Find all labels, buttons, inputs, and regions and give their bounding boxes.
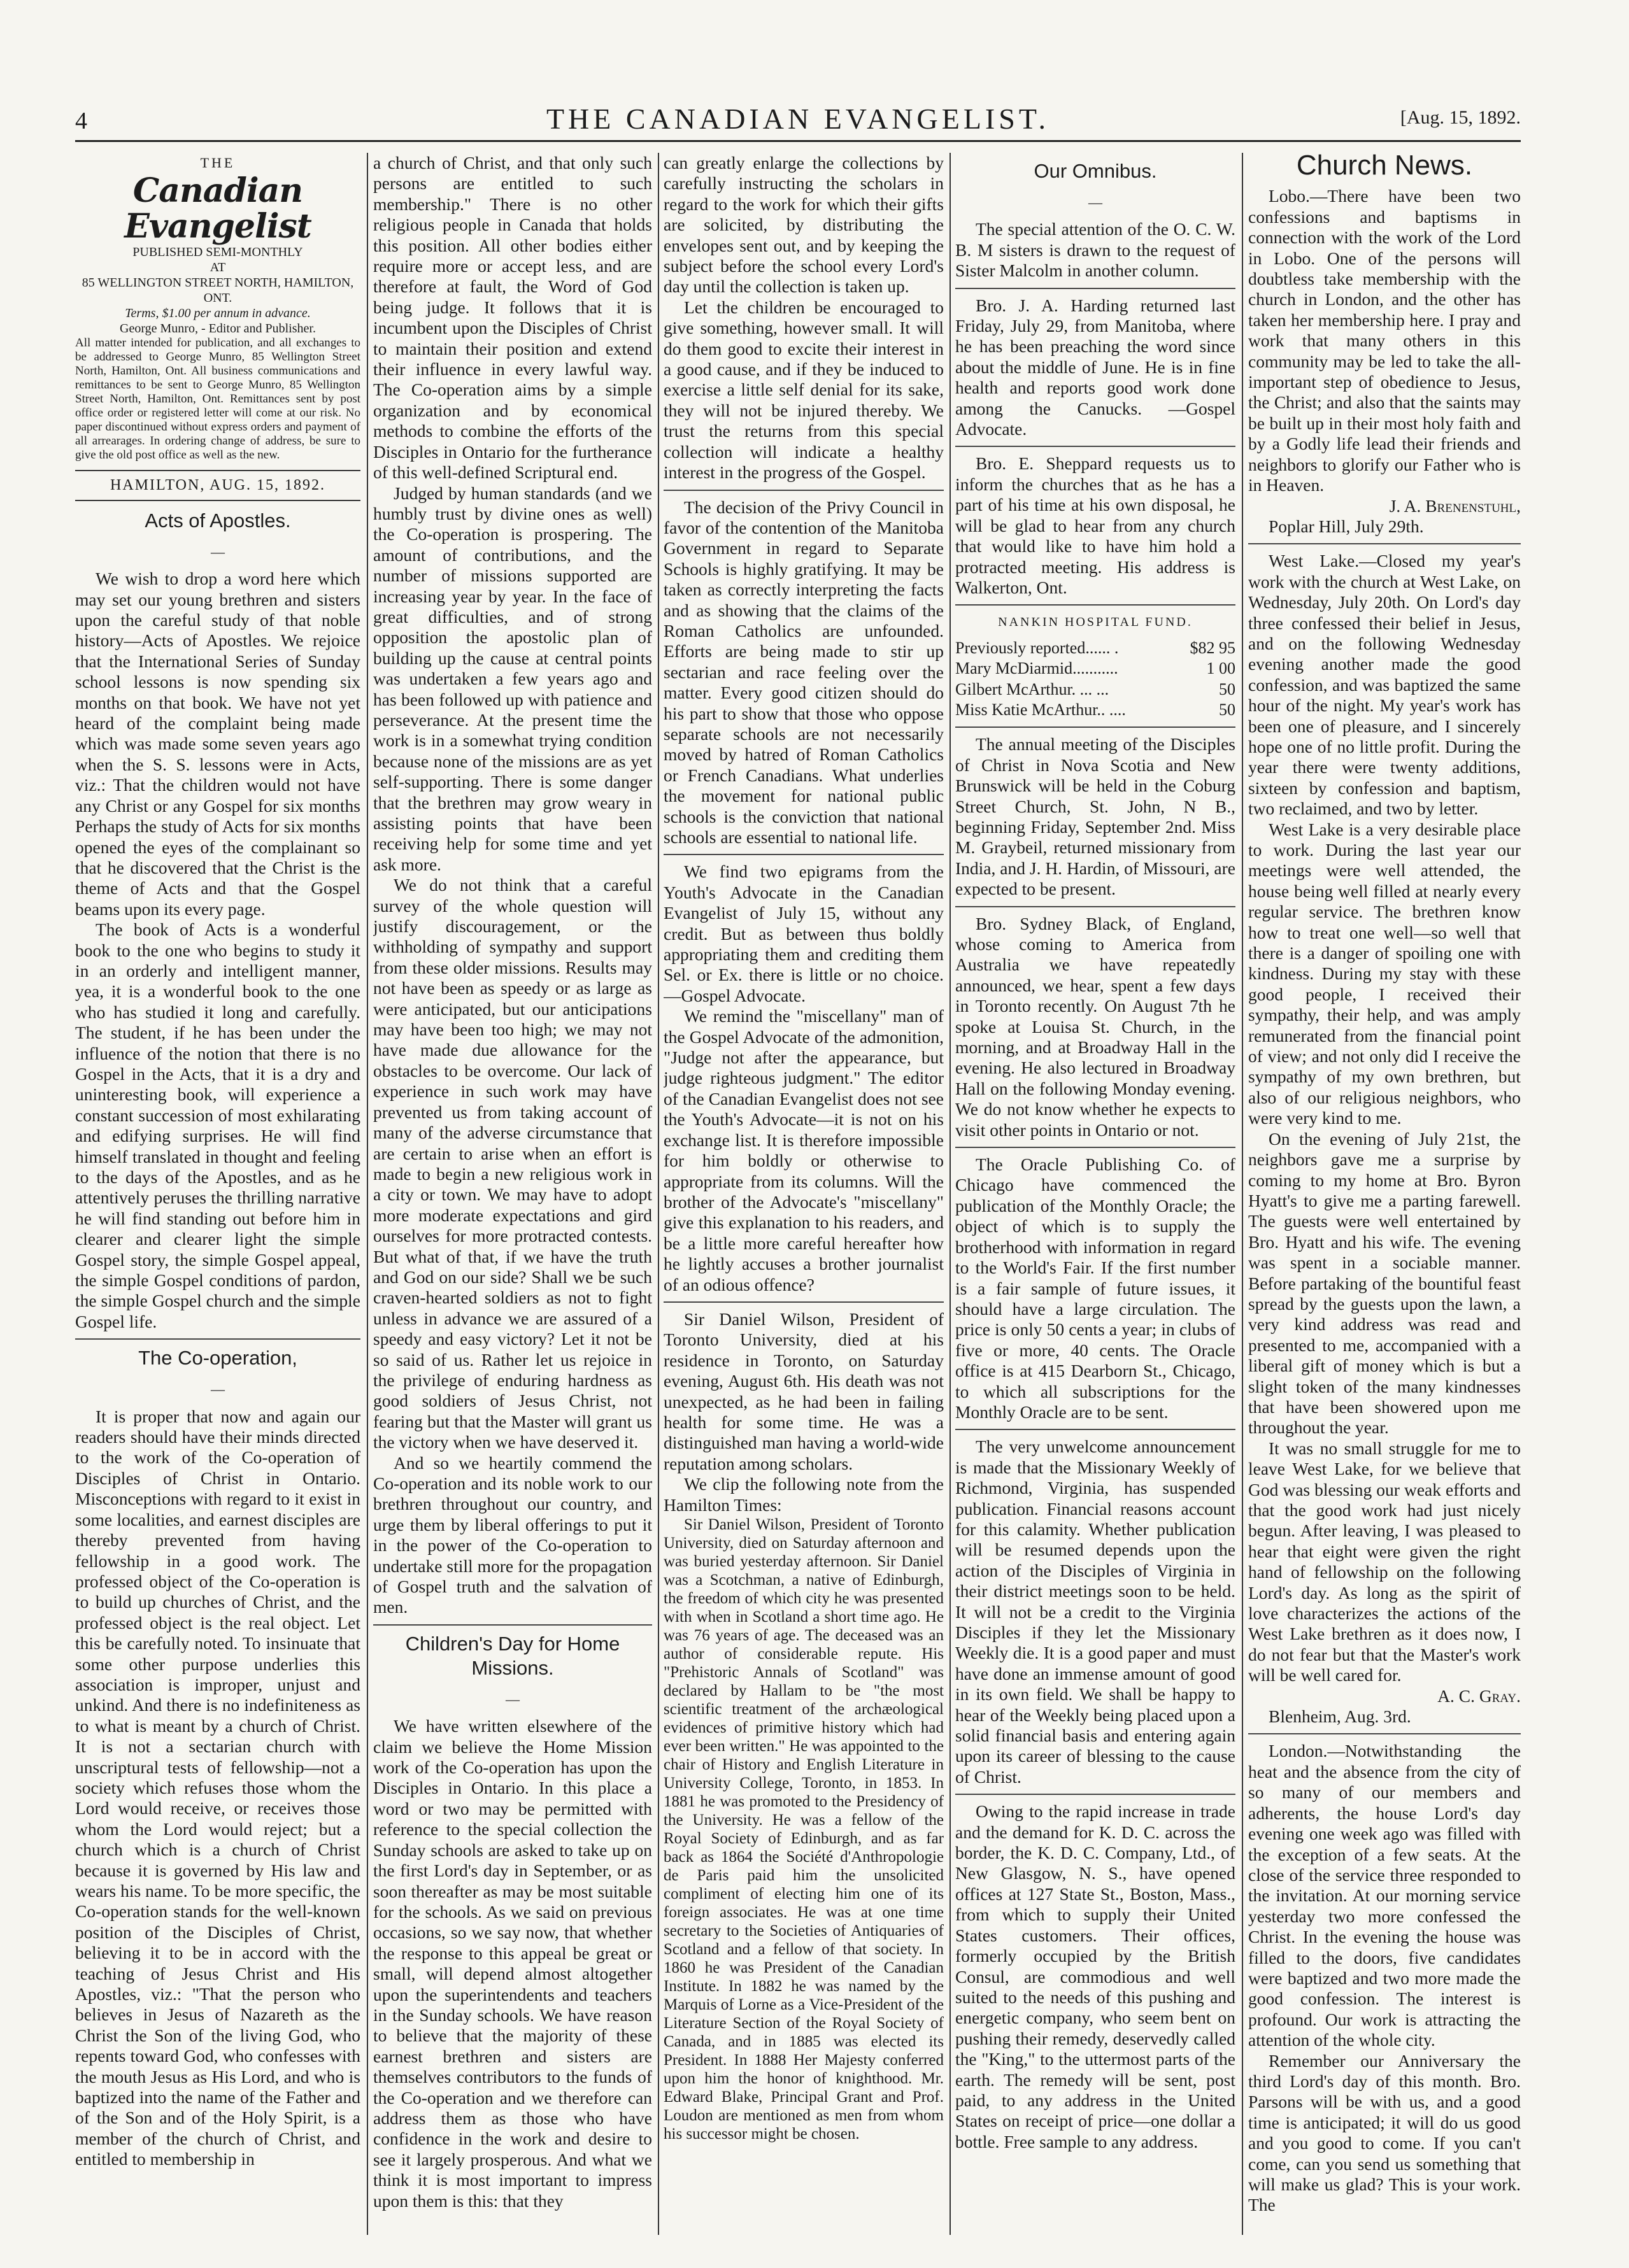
- publisher-notice: All matter intended for publication, and all exchanges to be addressed to George Munro, 85 Wellington Street North, Hamilton, Ont. All business communications and remittances to be sent to George Munro, 85 Wellington Street North, Hamilton, Ont. Remittances sent by post office order or registered letter will come at our risk. No paper discontinued without express orders and payment of all arrearages. In ordering change of address, be sure to give the old post office as well as the new.: [75, 336, 360, 462]
- paragraph: We find two epigrams from the Youth's Advocate in the Canadian Evangelist of July 15, without any credit. But as between thus boldly appropriating them and crediting them Sel. or Ex. there is little or no choice. —Gospel Advocate.: [664, 861, 944, 1005]
- divider: [955, 1147, 1235, 1148]
- newspaper-page: [75, 89, 1521, 2241]
- divider: [955, 604, 1235, 606]
- divider: [664, 854, 944, 855]
- newspaper-title: THE CANADIAN EVANGELIST.: [546, 103, 1050, 135]
- divider: [664, 1301, 944, 1303]
- fund-amount: 1 00: [1206, 659, 1235, 678]
- editor-line: George Munro, - Editor and Publisher.: [120, 322, 316, 336]
- signature: A. C. Gray.: [1437, 1685, 1521, 1706]
- paragraph: Judged by human standards (and we humbly trust by divine ones as well) the Co-operation is prospering. The amount of contributions, and the number of missions supported are increasing year by year. In the face of great difficulties, and of strong opposition the apostolic plan of building up the cause at central points was undertaken a few years ago and has been followed up with patience and perseverance. At the present time the work is in a somewhat trying condition because none of the missions are as yet self-supporting. There is some danger that the brethren may grow weary in assisting points that have been receiving help for some time and yet ask more.: [373, 483, 652, 874]
- paragraph: We have written elsewhere of the claim we believe the Home Mission work of the Co-operation has upon the Disciples in Ontario. In this place a word or two may be permitted with reference to the special collection the Sunday schools are asked to take up on the first Lord's day in September, or as soon thereafter as may be most suitable for the schools. As we said on previous occasions, so we say now, that whether the response to this appeal be great or small, will depend almost altogether upon the superintendents and teachers in the Sunday schools. We have reason to believe that the majority of these earnest brethren and sisters are themselves contributors to the funds of the Co-operation and we therefore can address them as those who have confidence in the work and desire to see it largely prosperous. And what we think it is most important to impress upon them is this: that they: [373, 1716, 652, 2211]
- page-number: 4: [75, 108, 87, 134]
- paragraph: Remember our Anniversary the third Lord's day of this month. Bro. Parsons will be with us, and a good time is anticipated; it will do us good and you good to come. If you can't come, can you send us something that will make us glad? This is your work. The: [1248, 2050, 1521, 2215]
- flag-the: THE: [200, 155, 236, 171]
- paragraph: The book of Acts is a wonderful book to the one who begins to study it in an orderly and intelligent manner, yea, it is a wonderful book to the one who has studied it long and carefully. The student, if he has been under the influence of the notion that there is no Gospel in the Acts, that it is a dry and uninteresting book, will experience a constant succession of most exhilarating and edifying surprises. He will find himself translated in thought and feeling to the days of the Apostles, and as he attentively peruses the thrilling narrative he will find standing out before him in clearer and clearer light the simple Gospel story, the simple Gospel appeal, the simple Gospel conditions of pardon, the simple Gospel church and the simple Gospel life.: [75, 919, 360, 1331]
- table-row: [955, 700, 1235, 720]
- divider: [955, 1429, 1235, 1430]
- divider: [955, 726, 1235, 728]
- paragraph: Lobo.—There have been two confessions and baptisms in connection with the work of the Lord in Lobo. One of the persons will doubtless take membership with the church in London, and the other has taken her membership here. I pray and work that many others in this community may be led to take the all-important step of obedience to Jesus, the Christ; and also that the saints may be built up in their most holy faith and by a Godly life lead their friends and neighbors to glorify our Father who is in Heaven.: [1248, 186, 1521, 495]
- issue-date: [Aug. 15, 1892.: [1400, 107, 1521, 128]
- paragraph: can greatly enlarge the collections by carefully instructing the scholars in regard to the work for which their gifts are solicited, by distributing the envelopes sent out, and by keeping the subject before the school every Lord's day until the collection is taken up.: [664, 153, 944, 297]
- paragraph: London.—Notwithstanding the heat and the absence from the city of so many of our members and adherents, the house Lord's day evening one week ago was filled with the exception of a few seats. At the close of the service three responded to the invitation. At our morning service yesterday two more confessed the Christ. In the evening the house was filled to the doors, five candidates were baptized and two more made the good confession. The interest is profound. Our work is attracting the attention of the whole city.: [1248, 1741, 1521, 2050]
- column-rule: [658, 153, 659, 2235]
- paragraph: The special attention of the O. C. W. B. M sisters is drawn to the request of Sister Malcolm in another column.: [955, 219, 1235, 281]
- paragraph: Bro. E. Sheppard requests us to inform the churches that as he has a part of his time at his own disposal, he will be glad to hear from any church that would like to have him hold a protracted meeting. His address is Walkerton, Ont.: [955, 453, 1235, 597]
- paragraph: West Lake is a very desirable place to work. During the last year our meetings were well attended, the house being well filled at nearly every regular service. The brethren know how to treat one well—so well that there is a danger of spoiling one with kindness. During my stay with these good people, I received their sympathy, their help, and was amply remunerated from the financial point of view; and not only did I receive the sympathy of my own brethren, but also of our religious neighbors, who were very kind to me.: [1248, 819, 1521, 1128]
- paragraph: Bro. Sydney Black, of England, whose coming to America from Australia we have repeatedly announced, we hear, spent a few days in Toronto recently. On August 7th he spoke at Louisa St. Church, in the morning, and at Broadway Hall in the evening. He also lectured in Broadway Hall on the following Monday evening. We do not know whether he expects to visit other points in Ontario or not.: [955, 913, 1235, 1140]
- column-3: [664, 153, 944, 2235]
- column-2: [373, 153, 652, 2235]
- heading-dash: —: [506, 1690, 520, 1707]
- heading-dash: —: [211, 1381, 225, 1398]
- divider: [1248, 1733, 1521, 1734]
- table-row: [955, 658, 1235, 679]
- fund-table: [955, 638, 1235, 721]
- fund-amount: 50: [1219, 700, 1235, 719]
- fund-label: Miss Katie McArthur.. ....: [955, 700, 1126, 719]
- divider: [955, 906, 1235, 907]
- fund-label: Gilbert McArthur. ... ...: [955, 679, 1109, 698]
- paragraph: Owing to the rapid increase in trade and the demand for K. D. C. across the border, the K. D. C. Company, Ltd., of New Glasgow, N. S., have opened offices at 127 State St., Boston, Mass., from which to supply their United States customers. Their offices, formerly occupied by the British Consul, are commodious and well suited to the needs of this pushing and energetic company, who seem bent on pushing their remedy, deservedly called the "King," to the uttermost parts of the earth. The remedy will be sent, post paid, to any address in the United States on receipt of price—one dollar a bottle. Free sample to any address.: [955, 1801, 1235, 2151]
- divider: [955, 288, 1235, 289]
- published-at: AT: [210, 260, 226, 275]
- paragraph: And so we heartily commend the Co-operation and its noble work to our brethren throughout our country, and urge them by liberal offerings to put it in the power of the Co-operation to undertake still more for the propagation of Gospel truth and the salvation of men.: [373, 1452, 652, 1617]
- fund-amount: 50: [1219, 679, 1235, 698]
- column-5: [1248, 153, 1521, 2235]
- column-rule: [1242, 153, 1243, 2235]
- paragraph: Sir Daniel Wilson, President of Toronto University, died at his residence in Toronto, on Saturday evening, August 6th. His death was not unexpected, as he had been in failing health for some time. He was a distinguished man having a world-wide reputation among scholars.: [664, 1308, 944, 1473]
- column-4: [955, 153, 1235, 2235]
- dateline-place: Blenheim, Aug. 3rd.: [1269, 1706, 1411, 1727]
- paragraph: West Lake.—Closed my year's work with the church at West Lake, on Wednesday, July 20th. On Lord's day three confessed their belief in Jesus, and on the following Wednesday evening another made the good confession, and was baptized the same hour of the night. My year's work has been one of pleasure, and I sincerely hope one of no little profit. During the year there were twenty additions, sixteen by confession and baptism, two reclaimed, and two by letter.: [1248, 551, 1521, 819]
- divider: [373, 1624, 652, 1626]
- paragraph: We clip the following note from the Hamilton Times:: [664, 1474, 944, 1515]
- fund-heading: NANKIN HOSPITAL FUND.: [998, 615, 1193, 630]
- table-row: [955, 638, 1235, 658]
- fund-label: Previously reported...... .: [955, 638, 1119, 657]
- divider: [955, 1794, 1235, 1795]
- published-frequency: PUBLISHED SEMI-MONTHLY: [132, 245, 303, 260]
- divider: [664, 490, 944, 491]
- paragraph: The very unwelcome announcement is made that the Missionary Weekly of Richmond, Virginia, has suspended publication. Financial reasons account for this calamity. Whether publication will be resumed depends upon the action of the Disciples of Virginia in their district meetings soon to be held. It will not be a credit to the Virginia Disciples if they let the Missionary Weekly die. It is a good paper and must have done an immense amount of good in its own field. We shall be happy to hear of the Weekly being placed upon a solid financial basis and entering again upon its career of blessing to the cause of Christ.: [955, 1436, 1235, 1787]
- divider: [1248, 543, 1521, 544]
- dateline: HAMILTON, AUG. 15, 1892.: [75, 470, 360, 500]
- paragraph: a church of Christ, and that only such persons are entitled to such membership." There is no other religious people in Canada that holds this position. All other bodies either require more or accept less, and are therefore at fault, the Word of God being judge. It follows that it is incumbent upon the Disciples of Christ to maintain their position and extend their influence in every lawful way. The Co-operation aims by a simple organization and by economical methods to combine the efforts of the Disciples in Ontario for the furtherance of this well-defined Scriptural end.: [373, 153, 652, 483]
- paragraph: The decision of the Privy Council in favor of the contention of the Manitoba Government in regard to Separate Schools is highly gratifying. It may be taken as correctly interpreting the facts and as showing that the claims of the Roman Catholics are unfounded. Efforts are being made to stir up sectarian and race feeling over the matter. Every good citizen should do his part to show that those who oppose separate schools are not necessarily moved by hatred of Roman Catholics or French Canadians. What underlies the movement for national public schools is the conviction that national schools are essential to national life.: [664, 497, 944, 847]
- fund-amount: $82 95: [1190, 638, 1235, 657]
- signature: J. A. Brenenstuhl,: [1389, 495, 1521, 516]
- column-rule: [367, 153, 368, 2235]
- column-1: [75, 153, 360, 2235]
- subscription-terms: Terms, $1.00 per annum in advance.: [125, 306, 311, 321]
- divider: [75, 1338, 360, 1340]
- church-news-heading: Church News.: [1296, 153, 1473, 181]
- paragraph: Bro. J. A. Harding returned last Friday, July 29, from Manitoba, where he has been preaching the word since about the middle of June. He is in fine health and reports good work done among the Canucks. —Gospel Advocate.: [955, 295, 1235, 439]
- paragraph: Sir Daniel Wilson, President of Toronto University, died on Saturday afternoon and was buried yesterday afternoon. Sir Daniel was a Scotchman, a native of Edinburgh, the freedom of which city he was presented with when in Scotland a short time ago. He was 76 years of age. The deceased was an author of considerable repute. His "Prehistoric Annals of Scotland" was declared by Hallam to be "the most scientific treatment of the archæological evidences of primitive history which had ever been written." He was appointed to the chair of History and English Literature in University College, Toronto, in 1853. In 1881 he was promoted to the Presidency of the University. He was a fellow of the Royal Society of Edinburgh, and as far back as 1864 the Société d'Anthropologie de Paris paid him the unsolicited compliment of electing him one of its foreign associates. He was at one time secretary to the Societies of Antiquaries of Scotland and a fellow of that society. In 1860 he was President of the Canadian Institute. In 1882 he was named by the Marquis of Lorne as a Vice-President of the Literature Section of the Royal Society of Canada, and in 1885 was elected its President. In 1888 Her Majesty conferred upon him the honor of knighthood. Mr. Edward Blake, Principal Grant and Prof. Loudon are mentioned as men from whom his successor might be chosen.: [664, 1516, 944, 2143]
- heading-dash: —: [211, 543, 225, 560]
- masthead: [75, 89, 1521, 142]
- paragraph: We do not think that a careful survey of the whole question will justify discouragement, or the withholding of sympathy and support from these older missions. Results may not have been as speedy or as large as were anticipated, but our anticipations may have been too high; we may not have made due allowance for the obstacles to be overcome. Our lack of experience in such work may have prevented us from taking account of many of the adverse circumstance that are certain to arise when an effort is made to begin a new religious work in a city or town. We may have to adopt more moderate expectations and gird ourselves for more protracted contests. But what of that, if we have the truth and God on our side? Shall we be such craven-hearted soldiers as not to fight unless in advance we are assured of a speedy and easy victory? Let it not be so said of us. Rather let us rejoice in the privilege of enduring hardness as good soldiers of Jesus Christ, not fearing but that the Master will grant us the victory when we have deserved it.: [373, 875, 652, 1452]
- newspaper-flag: Canadian Evangelist: [124, 171, 311, 246]
- fund-label: Mary McDiarmid...........: [955, 659, 1118, 678]
- dateline-place: Poplar Hill, July 29th.: [1269, 516, 1424, 536]
- divider: [955, 446, 1235, 447]
- heading-dash: —: [1088, 194, 1102, 210]
- office-address: 85 WELLINGTON STREET NORTH, HAMILTON, ONT.: [82, 276, 354, 306]
- table-row: [955, 679, 1235, 700]
- article-heading-childrens-day: Children's Day for Home Missions.: [405, 1632, 620, 1679]
- paragraph: It is proper that now and again our readers should have their minds directed to the work of the Co-operation of Disciples of Christ in Ontario. Misconceptions with regard to it exist in some localities, and earnest disciples are thereby prevented from having fellowship in a good work. The professed object of the Co-operation is to build up churches of Christ, and the professed object is the real object. Let this be carefully noted. To insinuate that some other purpose underlies this association is improper, unjust and unkind. And there is no indefiniteness as to what is meant by a church of Christ. It is not a sectarian church with unscriptural tests of fellowship—not a society which refuses those whom the Lord would receive, or receives those whom the Lord would reject; but a church which is a church of Christ because it is governed by His law and wears his name. To be more specific, the Co-operation stands for the well-known position of the Disciples of Christ, believing it to be in accord with the teaching of Jesus Christ and His Apostles, viz.: "That the person who believes in Jesus of Nazareth as the Christ the Son of the living God, who repents toward God, who confesses with the mouth Jesus as His Lord, and who is baptized into the name of the Father and of the Son and of the Holy Spirit, is a member of the church of Christ, and entitled to membership in: [75, 1406, 360, 2169]
- column-rule: [950, 153, 951, 2235]
- paragraph: The Oracle Publishing Co. of Chicago have commenced the publication of the Monthly Oracle; the object of which is to supply the brotherhood with information in regard to the World's Fair. If the first number is a fair sample of future issues, it should have a large circulation. The price is only 50 cents a year; in clubs of five or more, 40 cents. The Oracle office is at 415 Dearborn St., Chicago, to which all subscriptions for the Monthly Oracle are to be sent.: [955, 1154, 1235, 1422]
- article-heading-omnibus: Our Omnibus.: [1034, 160, 1157, 182]
- article-heading-cooperation: The Co-operation,: [138, 1347, 297, 1370]
- paragraph: It was no small struggle for me to leave West Lake, for we believe that God was blessing our weak efforts and that the good work had just nicely begun. After leaving, I was pleased to hear that eight were given the right hand of fellowship on the following Lord's day. As long as the spirit of love characterizes the actions of the West Lake brethren as it does now, I do not fear but that the Master's work will be well cared for.: [1248, 1438, 1521, 1685]
- paragraph: We wish to drop a word here which may set our young brethren and sisters upon the careful study of that noble history—Acts of Apostles. We rejoice that the International Series of Sunday school lessons is now spending six months on that book. We have not yet heard of the complaint being made which was made some seven years ago when the S. S. lessons were in Acts, viz.: That the children would not have any Christ or any Gospel for six months Perhaps the study of Acts for six months opened the eyes of the complainant so that he discovered that the Christ is the theme of Acts and that the Gospel beams upon its every page.: [75, 569, 360, 919]
- article-heading-acts: Acts of Apostles.: [145, 509, 291, 532]
- paragraph: The annual meeting of the Disciples of Christ in Nova Scotia and New Brunswick will be held in the Coburg Street Church, St. John, N B., beginning Friday, September 2nd. Miss M. Graybeil, returned missionary from India, and J. H. Hardin, of Missouri, are expected to be present.: [955, 734, 1235, 899]
- paragraph: We remind the "miscellany" man of the Gospel Advocate of the admonition, "Judge not after the appearance, but judge righteous judgment." The editor of the Canadian Evangelist does not see the Youth's Advocate—it is not on his exchange list. It is therefore impossible for him boldly or otherwise to appropriate from its columns. Will the brother of the Advocate's "miscellany" give this explanation to his readers, and be a little more careful hereafter how he lightly accuses a brother journalist of an odious offence?: [664, 1006, 944, 1294]
- paragraph: On the evening of July 21st, the neighbors gave me a surprise by coming to my home at Bro. Byron Hyatt's to give me a parting farewell. The guests were well entertained by Bro. Hyatt and his wife. The evening was spent in a sociable manner. Before partaking of the bountiful feast spread by the guests upon the lawn, a very kind address was read and presented to me, accompanied with a liberal gift of money which is but a slight token of the many kindnesses that have been showered upon me throughout the year.: [1248, 1128, 1521, 1438]
- paragraph: Let the children be encouraged to give something, however small. It will do them good to excite their interest in a good cause, and if they be induced to exercise a little self denial for its sake, they will not be injured thereby. We trust the returns from this special collection will indicate a healthy interest in the progress of the Gospel.: [664, 297, 944, 483]
